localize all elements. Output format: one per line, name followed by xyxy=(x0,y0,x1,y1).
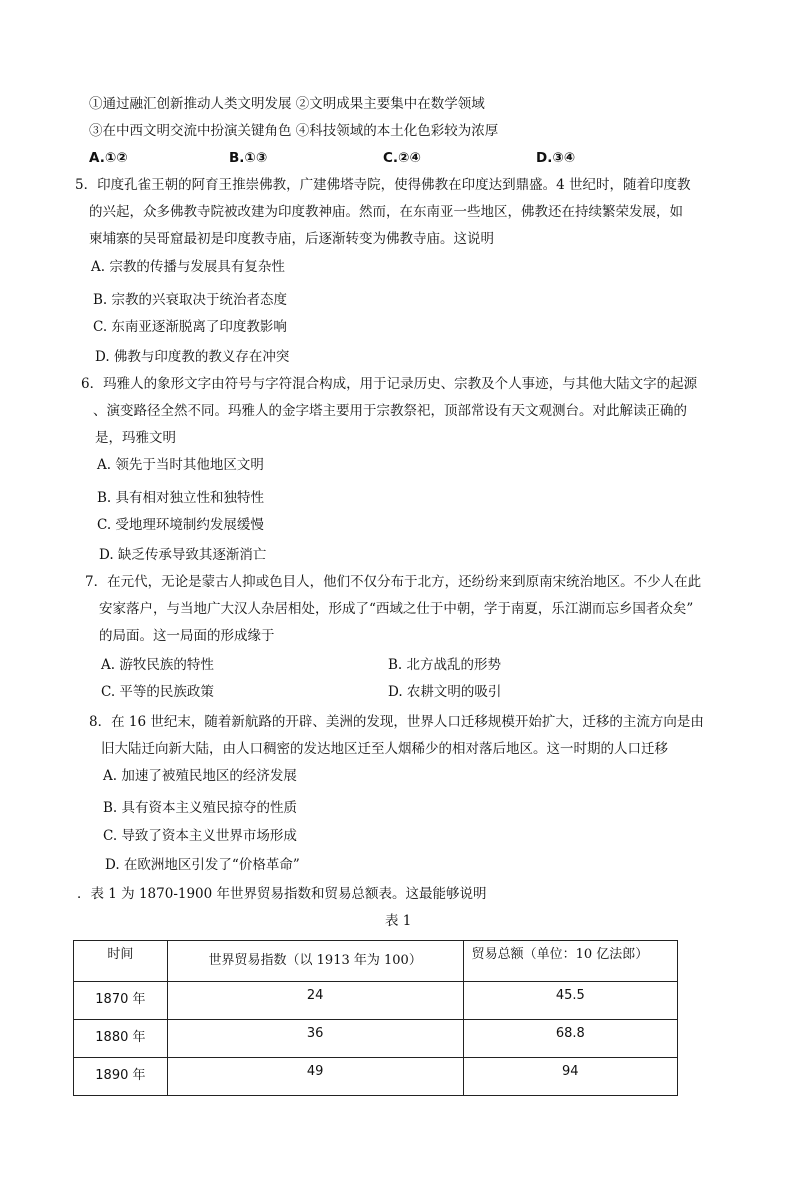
row-index: 36 xyxy=(167,1020,463,1058)
q6-option-a: A. 领先于当时其他地区文明 xyxy=(97,457,264,473)
row-index: 49 xyxy=(167,1058,463,1096)
q8-stem-line2: 旧大陆迁向新大陆，由人口稠密的发达地区迁至人烟稀少的相对落后地区。这一时期的人口迁移 xyxy=(101,741,668,757)
row-total: 68.8 xyxy=(463,1020,677,1058)
q6-stem-line2: 、演变路径全然不同。玛雅人的金字塔主要用于宗教祭祀，顶部常设有天文观测台。对此解读正确的 xyxy=(93,403,687,419)
q8-option-d: D. 在欧洲地区引发了“价格革命” xyxy=(105,857,300,873)
q4-statements-line1: ①通过融汇创新推动人类文明发展 ②文明成果主要集中在数学领域 xyxy=(89,96,485,112)
header-trade-total: 贸易总额（单位：10 亿法郎） xyxy=(463,941,677,982)
row-index: 24 xyxy=(167,982,463,1020)
q7-option-d: D. 农耕文明的吸引 xyxy=(388,684,502,700)
row-year: 1890 年 xyxy=(74,1058,168,1096)
q5-option-a: A. 宗教的传播与发展具有复杂性 xyxy=(91,259,285,275)
q9-stem-line1: ．表 1 为 1870-1900 年世界贸易指数和贸易总额表。这最能够说明 xyxy=(77,886,487,902)
q4-option-d: D.③④ xyxy=(536,150,576,166)
q4-option-b: B.①③ xyxy=(229,150,268,166)
table-title: 表 1 xyxy=(385,913,412,929)
q8-option-a: A. 加速了被殖民地区的经济发展 xyxy=(103,768,297,784)
q4-option-a: A.①② xyxy=(89,150,128,166)
row-total: 94 xyxy=(463,1058,677,1096)
q6-stem-line1: 6．玛雅人的象形文字由符号与字符混合构成，用于记录历史、宗教及个人事迹，与其他大陆文字的起源 xyxy=(81,376,698,392)
q7-stem-line2: 安家落户，与当地广大汉人杂居相处，形成了“西域之仕于中朝，学于南夏，乐江湖而忘乡国者众矣” xyxy=(99,601,694,617)
q5-option-d: D. 佛教与印度教的教义存在冲突 xyxy=(95,349,290,365)
table-row xyxy=(74,1058,678,1096)
q7-option-a: A. 游牧民族的特性 xyxy=(101,657,214,673)
q6-option-c: C. 受地理环境制约发展缓慢 xyxy=(97,517,264,533)
q6-option-b: B. 具有相对独立性和独特性 xyxy=(97,490,265,506)
q8-stem-line1: 8．在 16 世纪末，随着新航路的开辟、美洲的发现，世界人口迁移规模开始扩大，迁移的主流方向是由 xyxy=(89,714,704,730)
q5-stem-line2: 的兴起，众多佛教寺院被改建为印度教神庙。然而，在东南亚一些地区，佛教还在持续繁荣发展，如 xyxy=(89,204,683,220)
header-trade-index: 世界贸易指数（以 1913 年为 100） xyxy=(167,941,463,982)
q7-stem-line1: 7．在元代，无论是蒙古人抑或色目人，他们不仅分布于北方，还纷纷来到原南宋统治地区。不少人在此 xyxy=(85,574,702,590)
header-time: 时间 xyxy=(74,941,168,982)
q8-option-b: B. 具有资本主义殖民掠夺的性质 xyxy=(103,800,298,816)
trade-table xyxy=(73,940,678,1096)
table-header-row xyxy=(74,941,678,982)
q7-option-c: C. 平等的民族政策 xyxy=(101,684,214,700)
q8-option-c: C. 导致了资本主义世界市场形成 xyxy=(103,828,297,844)
row-year: 1880 年 xyxy=(74,1020,168,1058)
q7-option-b: B. 北方战乱的形势 xyxy=(388,657,502,673)
q6-stem-line3: 是，玛雅文明 xyxy=(95,430,176,446)
q5-option-c: C. 东南亚逐渐脱离了印度教影响 xyxy=(93,319,287,335)
q5-option-b: B. 宗教的兴衰取决于统治者态度 xyxy=(93,292,288,308)
q4-option-c: C.②④ xyxy=(383,150,421,166)
q6-option-d: D. 缺乏传承导致其逐渐消亡 xyxy=(99,547,267,563)
table-row xyxy=(74,982,678,1020)
q4-statements-line2: ③在中西文明交流中扮演关键角色 ④科技领域的本土化色彩较为浓厚 xyxy=(89,123,499,139)
row-year: 1870 年 xyxy=(74,982,168,1020)
q7-stem-line3: 的局面。这一局面的形成缘于 xyxy=(99,628,275,644)
row-total: 45.5 xyxy=(463,982,677,1020)
q5-stem-line1: 5．印度孔雀王朝的阿育王推崇佛教，广建佛塔寺院，使得佛教在印度达到鼎盛。4 世纪时，随着印度教 xyxy=(75,177,691,193)
table-row xyxy=(74,1020,678,1058)
q5-stem-line3: 柬埔寨的吴哥窟最初是印度教寺庙，后逐渐转变为佛教寺庙。这说明 xyxy=(89,231,494,247)
